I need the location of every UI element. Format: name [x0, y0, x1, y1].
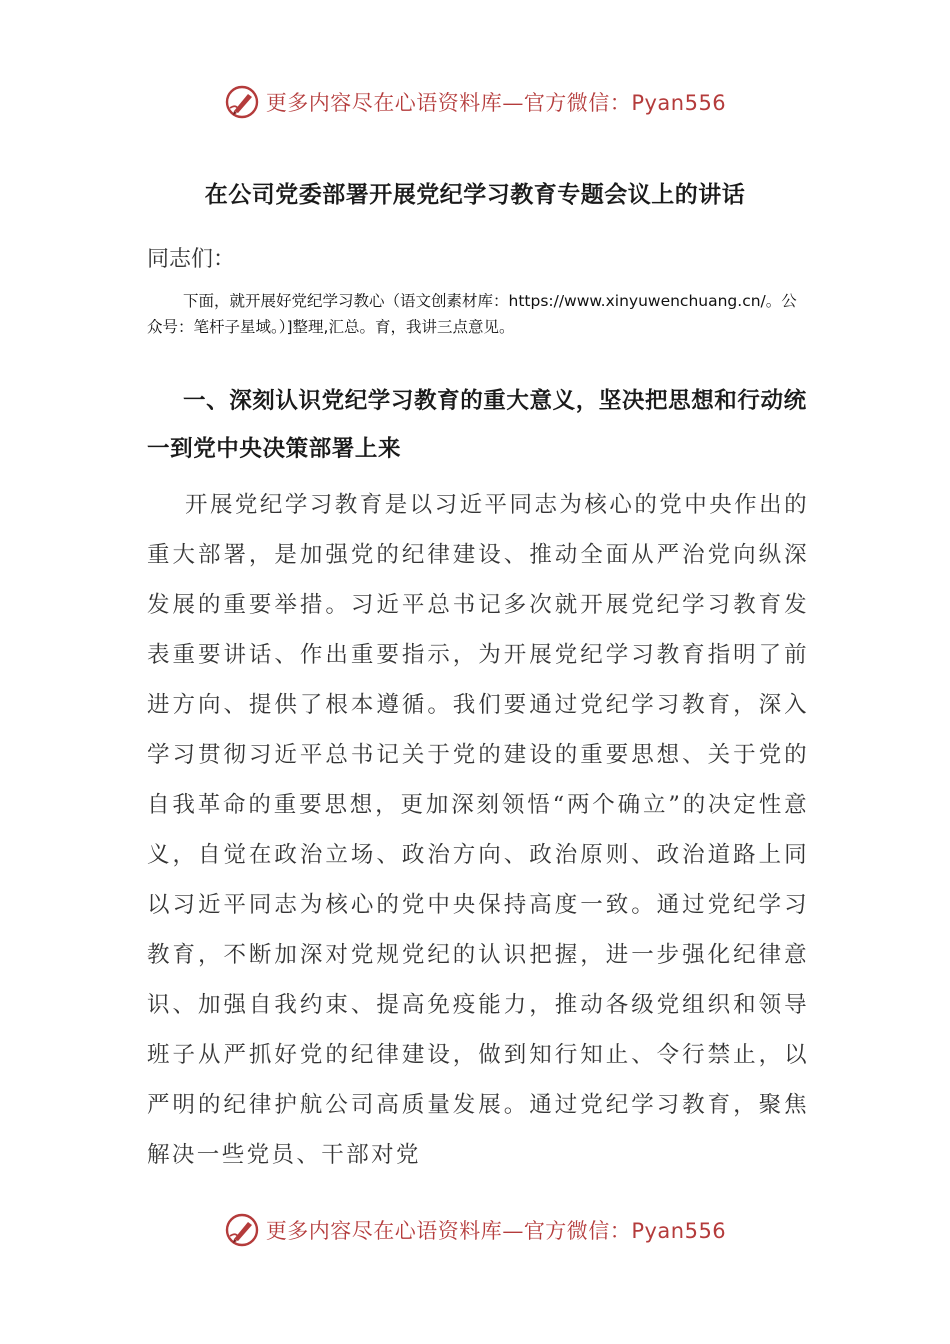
footer-watermark: [0, 1210, 950, 1250]
watermark-account: Pyan556: [631, 1219, 727, 1243]
header-watermark: [0, 82, 950, 122]
document-title: 在公司党委部署开展党纪学习教育专题会议上的讲话: [204, 181, 746, 208]
watermark-text: [266, 87, 726, 117]
watermark-account: Pyan556: [631, 91, 727, 115]
watermark-brand: 更多内容尽在心语资料库: [265, 1219, 503, 1243]
watermark-label: 官方微信：: [523, 91, 632, 115]
watermark-brand: 更多内容尽在心语资料库: [265, 91, 503, 115]
section-1-heading: 一、深刻认识党纪学习教育的重大意义，坚决把思想和行动统一到党中央决策部署上来: [147, 388, 807, 462]
intro-paragraph: 下面，就开展好党纪学习教心（语文创素材库：https://www.xinyuwenchuang.cn/。公众号：笔杆子星域。）]整理,汇总。育，我讲三点意见。: [147, 292, 797, 336]
salutation: 同志们：: [147, 247, 236, 272]
pen-logo-icon: [224, 1212, 260, 1248]
watermark-label: 官方微信：: [523, 1219, 632, 1243]
watermark-dash: —: [502, 1219, 524, 1243]
watermark-dash: —: [502, 91, 524, 115]
pen-logo-icon: [224, 84, 260, 120]
section-1-body: 开展党纪学习教育是以习近平同志为核心的党中央作出的重大部署，是加强党的纪律建设、推动全面从严治党向纵深发展的重要举措。习近平总书记多次就开展党纪学习教育发表重要讲话、作出重要指示，为开展党纪学习教育指明了前进方向、提供了根本遵循。我们要通过党纪学习教育，深入学习贯彻习近平总书记关于党的建设的重要思想、关于党的自我革命的重要思想，更加深刻领悟“两个确立”的决定性意义，自觉在政治立场、政治方向、政治原则、政治道路上同以习近平同志为核心的党中央保持高度一致。通过党纪学习教育，不断加深对党规党纪的认识把握，进一步强化纪律意识、加强自我约束、提高免疫能力，推动各级党组织和领导班子从严抓好党的纪律建设，做到知行知止、令行禁止，以严明的纪律护航公司高质量发展。通过党纪学习教育，聚焦解决一些党员、干部对党: [147, 492, 809, 1168]
watermark-text: [266, 1215, 726, 1245]
